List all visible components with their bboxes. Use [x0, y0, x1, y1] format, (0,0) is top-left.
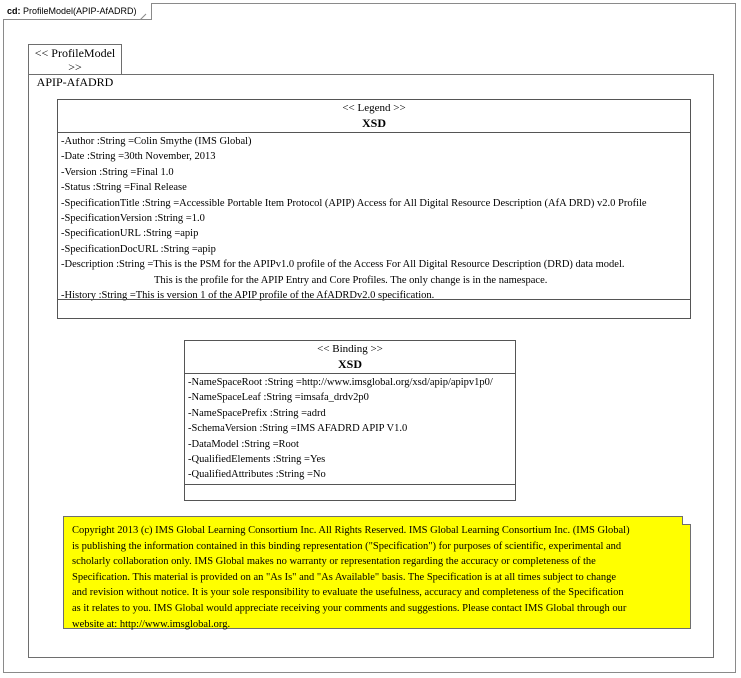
legend-operations — [58, 299, 690, 320]
binding-attr-namespace-prefix: -NameSpacePrefix :String =adrd — [188, 407, 326, 419]
binding-attributes — [185, 374, 515, 484]
frame-name: ProfileModel(APIP-AfADRD) — [23, 6, 137, 16]
binding-stereotype: << Binding >> — [317, 343, 383, 355]
binding-title: XSD — [337, 357, 362, 371]
diagram-frame-tab — [3, 3, 152, 20]
package-stereotype: << ProfileModel >> — [34, 46, 116, 74]
legend-attr-description-cont: This is the profile for the APIP Entry and Core Profiles. The only change is in the namespace. — [154, 274, 548, 286]
legend-attr-description: -Description :String =This is the PSM for the APIPv1.0 profile of the Access For All Digital Resource Description (DRD) data model. — [61, 259, 625, 271]
legend-stereotype: << Legend >> — [342, 102, 406, 114]
legend-attr-spec-title: -SpecificationTitle :String =Accessible Portable Item Protocol (APIP) Access for All Digital Resource Description (AfA DRD) v2.0 Profile — [61, 197, 647, 209]
package-tab[interactable] — [28, 44, 122, 89]
note-fold-corner — [682, 516, 691, 525]
binding-header — [185, 341, 515, 374]
binding-attr-namespace-leaf: -NameSpaceLeaf :String =imsafa_drdv2p0 — [188, 392, 369, 404]
binding-attr-data-model: -DataModel :String =Root — [188, 438, 299, 450]
legend-attr-date: -Date :String =30th November, 2013 — [61, 151, 216, 163]
legend-attr-status: -Status :String =Final Release — [61, 182, 187, 194]
note-line: website at: http://www.imsglobal.org. — [72, 618, 231, 630]
note-line: scholarly collaboration only. IMS Global makes no warranty or representation regarding the accuracy or completeness of the — [72, 556, 596, 568]
binding-attr-schema-version: -SchemaVersion :String =IMS AFADRD APIP V1.0 — [188, 423, 408, 435]
legend-title: XSD — [361, 116, 386, 130]
note-line: Copyright 2013 (c) IMS Global Learning Consortium Inc. All Rights Reserved. IMS Global Learning Consortium Inc. (IMS Global) — [72, 525, 630, 536]
note-line: as it relates to you. IMS Global would appreciate receiving your comments and suggestions. Please contact IMS Global through our — [72, 602, 627, 614]
note-line: and revision without notice. It is your sole responsibility to evaluate the usefulness, accuracy and completeness of the Specification — [72, 587, 624, 599]
legend-attr-spec-url: -SpecificationURL :String =apip — [61, 228, 199, 240]
binding-attr-qualified-elements: -QualifiedElements :String =Yes — [188, 454, 326, 466]
package-name: APIP-AfADRD — [36, 75, 114, 89]
binding-attr-namespace-root: -NameSpaceRoot :String =http://www.imsglobal.org/xsd/apip/apipv1p0/ — [188, 377, 493, 388]
legend-attributes — [58, 133, 690, 304]
binding-attr-qualified-attributes: -QualifiedAttributes :String =No — [188, 469, 326, 481]
legend-attr-history: -History :String =This is version 1 of the APIP profile of the AfADRDv2.0 specification. — [61, 290, 435, 302]
legend-attr-version: -Version :String =Final 1.0 — [61, 166, 174, 178]
legend-header — [58, 100, 690, 133]
copyright-note[interactable] — [63, 516, 691, 629]
legend-attr-spec-doc-url: -SpecificationDocURL :String =apip — [61, 243, 216, 255]
note-line: is publishing the information contained in this binding representation ("Specification") for purposes of scientific, experimental and — [72, 540, 622, 552]
legend-attr-spec-version: -SpecificationVersion :String =1.0 — [61, 213, 205, 225]
frame-kind: cd: — [7, 6, 21, 16]
legend-class[interactable] — [57, 99, 691, 319]
binding-class[interactable] — [184, 340, 516, 501]
note-line: Specification. This material is provided on an "As Is" and "As Available" basis. The Specification is at all times subject to change — [72, 571, 617, 583]
binding-operations — [185, 484, 515, 502]
legend-attr-author: -Author :String =Colin Smythe (IMS Global) — [61, 136, 252, 147]
